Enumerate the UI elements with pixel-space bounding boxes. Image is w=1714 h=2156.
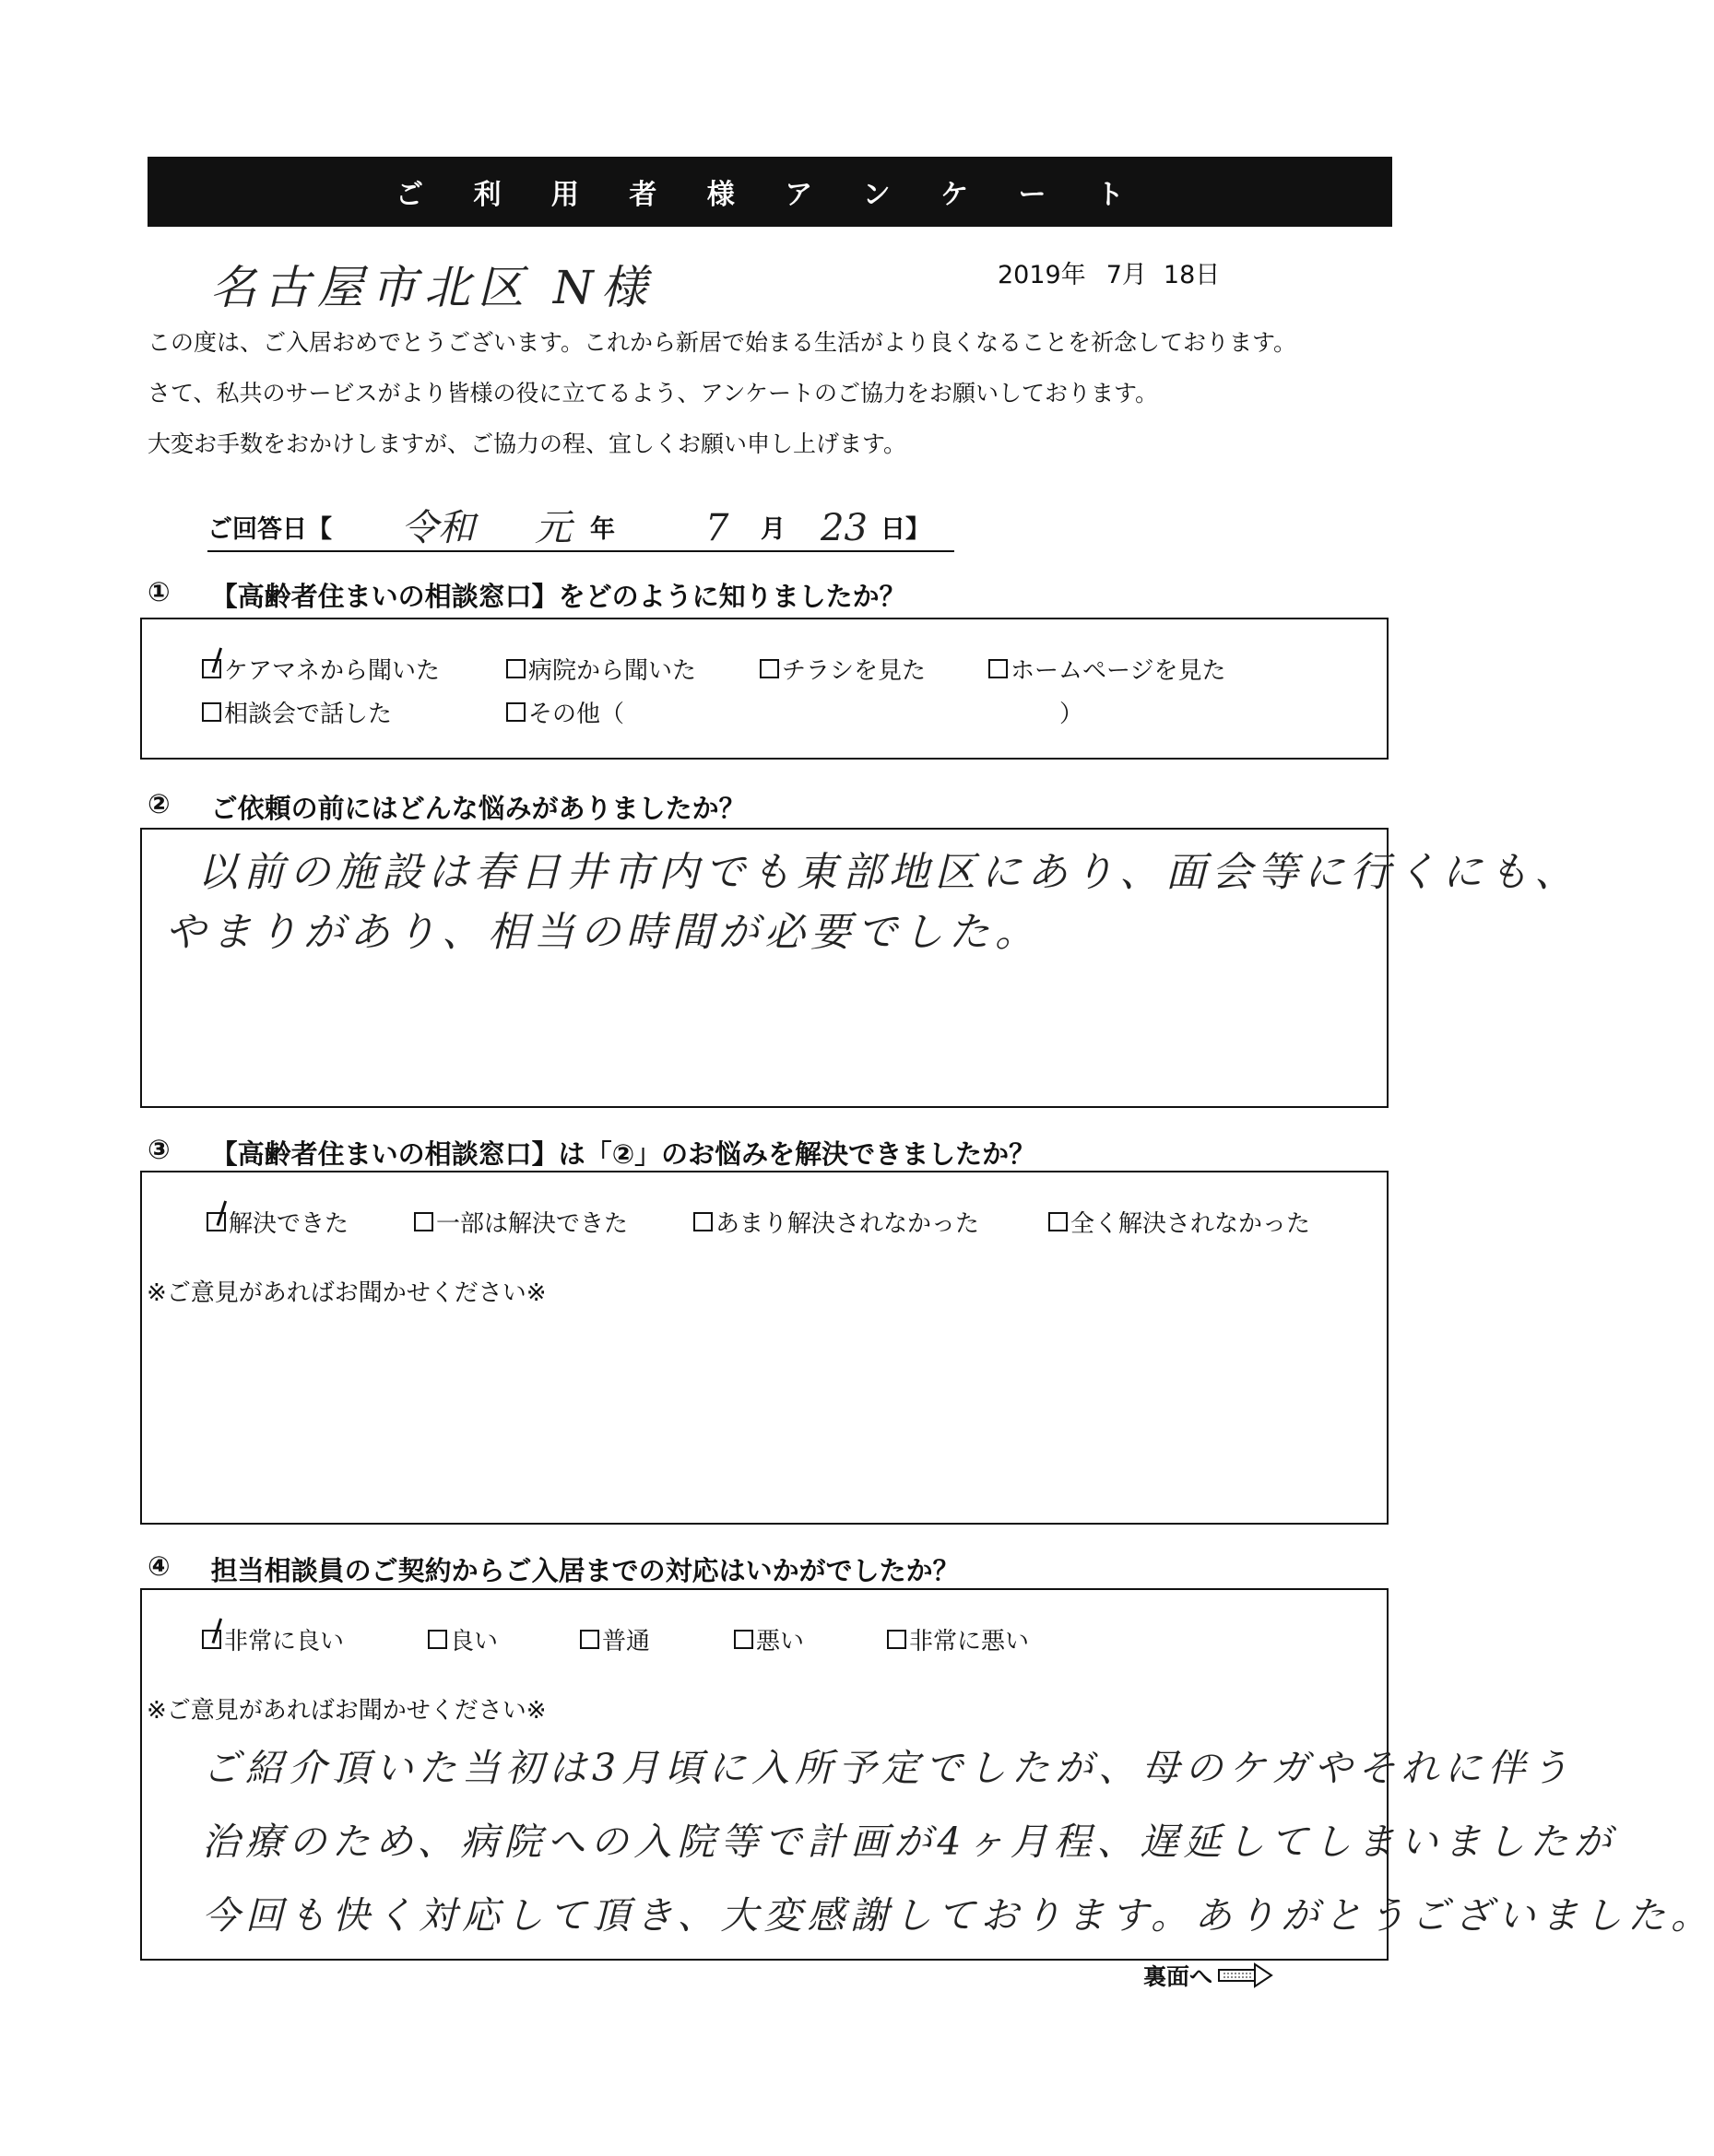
checkbox-icon[interactable] [506, 702, 526, 722]
answer-date-day-value[interactable]: 23 [821, 507, 868, 549]
checkbox-checked-icon[interactable] [207, 1212, 226, 1231]
q4-option-good[interactable] [428, 1622, 498, 1656]
answer-date-era[interactable]: 令和 [401, 507, 475, 549]
q3-heading [148, 1134, 1035, 1172]
checkbox-checked-icon[interactable] [202, 659, 221, 678]
q3-option-partly-solved[interactable] [414, 1205, 628, 1239]
q1-option-caremanager[interactable] [202, 652, 440, 686]
q1-option-label: 病院から聞いた [528, 657, 697, 685]
q1-options-box [140, 618, 1389, 760]
q1-text: 【高齢者住まいの相談窓口】をどのように知りましたか？ [210, 581, 906, 612]
checkbox-icon[interactable] [414, 1212, 433, 1231]
q3-option-label: あまり解決されなかった [715, 1210, 980, 1238]
q4-option-very-bad[interactable] [887, 1622, 1029, 1656]
q3-option-label: 一部は解決できた [436, 1210, 629, 1238]
checkbox-icon[interactable] [734, 1630, 753, 1649]
q3-option-label: 全く解決されなかった [1070, 1210, 1311, 1238]
checkbox-icon[interactable] [988, 659, 1008, 678]
checkbox-icon[interactable] [1048, 1212, 1068, 1231]
q3-answer-box [140, 1171, 1389, 1525]
q1-option-label: その他（ [528, 701, 625, 728]
date-year: 2019年 [998, 261, 1086, 289]
next-page-link[interactable] [1143, 1959, 1273, 1992]
answer-date-month-value[interactable]: 7 [705, 507, 729, 549]
q2-heading [148, 788, 746, 826]
answer-date-underline [207, 550, 954, 552]
q2-answer-box[interactable] [140, 828, 1580, 1108]
date-day: 18日 [1163, 261, 1221, 289]
q4-option-label: 非常に悪い [909, 1628, 1030, 1655]
checkbox-icon[interactable] [760, 659, 779, 678]
customer-name: 名古屋市北区 N様 [210, 261, 655, 314]
q3-option-mostly-unsolved[interactable] [693, 1205, 979, 1239]
q4-answer-line-3: 今回も快く対応して頂き、大変感謝しております。ありがとうございました。 [202, 1893, 1714, 1938]
q1-option-other[interactable] [506, 695, 624, 729]
q1-option-flyer[interactable] [760, 652, 926, 686]
q4-option-normal[interactable] [580, 1622, 650, 1656]
q3-option-unsolved[interactable] [1048, 1205, 1310, 1239]
q4-answer-line-2: 治療のため、病院への入院等で計画が4ヶ月程、遅延してしまいましたが [202, 1820, 1617, 1864]
checkbox-icon[interactable] [693, 1212, 713, 1231]
q4-option-label: 悪い [756, 1628, 805, 1655]
q4-number: ④ [148, 1550, 171, 1582]
answer-date-label: ご回答日【 [207, 515, 332, 544]
q3-option-label: 解決できた [229, 1210, 349, 1238]
answer-date-month-label: 月 [761, 515, 786, 544]
q3-comment-label: ※ご意見があればお聞かせください※ [147, 1279, 547, 1307]
q1-option-label: 相談会で話した [224, 701, 393, 728]
q1-other-close-paren: ） [1059, 701, 1084, 728]
q1-number: ① [148, 576, 171, 607]
q4-heading [148, 1550, 960, 1588]
q1-heading [148, 576, 906, 614]
q1-option-label: ケアマネから聞いた [224, 657, 441, 685]
next-page-label: 裏面へ [1143, 1963, 1213, 1990]
arrow-right-icon [1218, 1962, 1273, 1988]
q4-option-label: 普通 [602, 1628, 651, 1655]
survey-title: ご 利 用 者 様 ア ン ケ ー ト [148, 157, 1392, 227]
q3-number: ③ [148, 1134, 171, 1165]
intro-line-3: 大変お手数をおかけしますが、ご協力の程、宜しくお願い申し上げます。 [148, 430, 907, 457]
survey-date [998, 254, 1220, 290]
intro-line-1: この度は、ご入居おめでとうございます。これから新居で始まる生活がより良くなることを祈念しております。 [148, 329, 1297, 356]
answer-date-day-label: 日】 [881, 515, 930, 544]
checkbox-icon[interactable] [506, 659, 526, 678]
q1-option-label: ホームページを見た [1011, 657, 1226, 685]
q4-comment-label: ※ご意見があればお聞かせください※ [147, 1697, 547, 1725]
q3-option-solved[interactable] [207, 1205, 349, 1239]
q4-option-label: 良い [450, 1628, 499, 1655]
q2-number: ② [148, 788, 171, 819]
answer-date-row [207, 501, 954, 552]
q4-text: 担当相談員のご契約からご入居までの対応はいかがでしたか？ [210, 1555, 960, 1586]
answer-date-year-label: 年 [590, 515, 615, 544]
q2-text: ご依頼の前にはどんな悩みがありましたか？ [210, 793, 746, 824]
intro-line-2: さて、私共のサービスがより皆様の役に立てるよう、アンケートのご協力をお願いしております。 [148, 380, 1159, 406]
date-month: 7月 [1105, 261, 1147, 289]
q1-option-label: チラシを見た [782, 657, 927, 685]
answer-date-year-value[interactable]: 元 [535, 507, 572, 549]
q4-option-bad[interactable] [734, 1622, 804, 1656]
q1-option-consultation[interactable] [202, 695, 392, 729]
q2-answer-line-1: 以前の施設は春日井市内でも東部地区にあり、面会等に行くにも、 [197, 849, 1580, 896]
q1-option-homepage[interactable] [988, 652, 1225, 686]
q3-text: 【高齢者住まいの相談窓口】は「②」のお悩みを解決できましたか？ [210, 1138, 1036, 1170]
q4-answer-box [140, 1588, 1714, 1961]
checkbox-icon[interactable] [580, 1630, 599, 1649]
checkbox-icon[interactable] [887, 1630, 906, 1649]
q2-answer-line-2: やまりがあり、相当の時間が必要でした。 [165, 909, 1041, 956]
checkbox-icon[interactable] [202, 702, 221, 722]
checkbox-checked-icon[interactable] [202, 1630, 221, 1649]
q4-answer-line-1: ご紹介頂いた当初は3月頃に入所予定でしたが、母のケガやそれに伴う [202, 1746, 1575, 1790]
checkbox-icon[interactable] [428, 1630, 447, 1649]
q4-option-very-good[interactable] [202, 1622, 344, 1656]
q4-option-label: 非常に良い [224, 1628, 345, 1655]
q1-option-hospital[interactable] [506, 652, 696, 686]
